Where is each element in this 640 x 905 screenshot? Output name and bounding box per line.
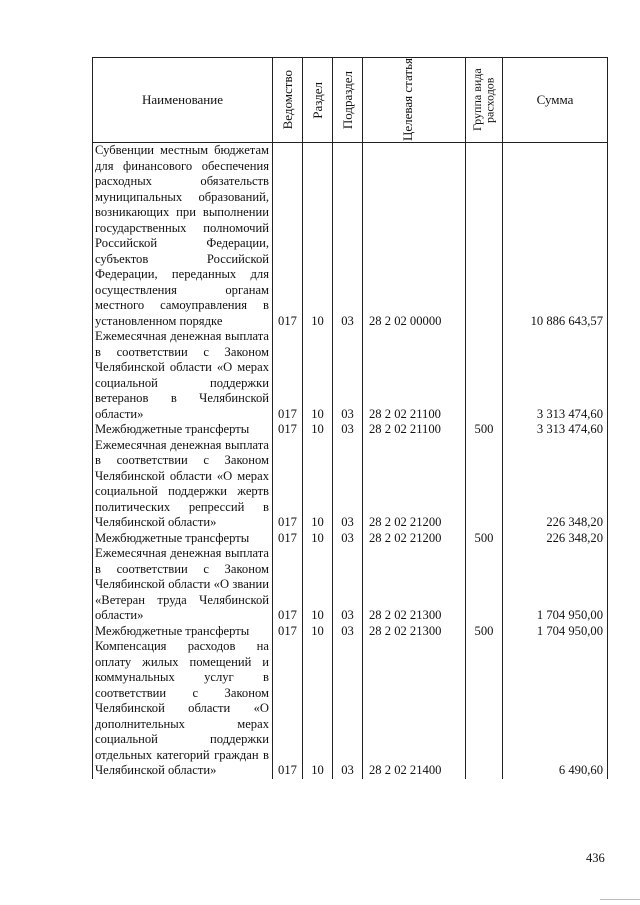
header-summa: Сумма [503,58,608,143]
cell-name: Межбюджетные трансферты [93,531,273,547]
cell-name: Компенсация расходов на оплату жилых помещений и коммунальных услуг в соответствии с Законом Челябинской области «О дополнительных мерах социальной поддержки отдельных категорий граждан в Челябинской области» [93,639,273,779]
cell-razdel: 10 [303,531,333,547]
cell-vedomstvo: 017 [273,329,303,422]
cell-summa: 1 704 950,00 [503,546,608,624]
cell-podrazdel: 03 [333,639,363,779]
cell-vedomstvo: 017 [273,624,303,640]
cell-gruppa-vida-rashodov [466,546,503,624]
table-header-row [93,58,608,143]
cell-gruppa-vida-rashodov [466,143,503,330]
cell-gruppa-vida-rashodov [466,329,503,422]
cell-name: Межбюджетные трансферты [93,422,273,438]
header-tselevaya-statya: Целевая статья [363,58,466,143]
cell-razdel: 10 [303,624,333,640]
header-podrazdel: Подраздел [333,58,363,143]
cell-podrazdel: 03 [333,546,363,624]
cell-podrazdel: 03 [333,438,363,531]
cell-tselevaya-statya: 28 2 02 21300 [363,546,466,624]
cell-gruppa-vida-rashodov: 500 [466,531,503,547]
cell-vedomstvo: 017 [273,422,303,438]
table-row [93,422,608,438]
cell-tselevaya-statya: 28 2 02 21200 [363,531,466,547]
page-number: 436 [586,851,605,865]
scan-edge-mark [600,899,640,900]
cell-summa: 6 490,60 [503,639,608,779]
table-row [93,639,608,779]
cell-tselevaya-statya: 28 2 02 21100 [363,329,466,422]
cell-gruppa-vida-rashodov [466,438,503,531]
cell-gruppa-vida-rashodov [466,639,503,779]
cell-vedomstvo: 017 [273,546,303,624]
cell-podrazdel: 03 [333,329,363,422]
cell-podrazdel: 03 [333,624,363,640]
cell-tselevaya-statya: 28 2 02 21400 [363,639,466,779]
cell-name: Субвенции местным бюджетам для финансового обеспечения расходных обязательств муниципальных образований, возникающих при выполнении государственных полномочий Российской Федерации, субъектов Российской Федерации, переданных для осуществления органам местного самоуправления в установленном порядке [93,143,273,330]
header-vedomstvo: Ведомство [273,58,303,143]
cell-razdel: 10 [303,143,333,330]
cell-razdel: 10 [303,329,333,422]
cell-razdel: 10 [303,438,333,531]
cell-podrazdel: 03 [333,422,363,438]
header-razdel: Раздел [303,58,333,143]
cell-summa: 226 348,20 [503,531,608,547]
table-row [93,546,608,624]
table-row [93,531,608,547]
cell-tselevaya-statya: 28 2 02 21200 [363,438,466,531]
header-name: Наименование [93,58,273,143]
cell-razdel: 10 [303,546,333,624]
cell-name: Ежемесячная денежная выплата в соответствии с Законом Челябинской области «О звании «Ветеран труда Челябинской области» [93,546,273,624]
cell-gruppa-vida-rashodov: 500 [466,422,503,438]
cell-vedomstvo: 017 [273,143,303,330]
header-gruppa-vida-rashodov: Группа вида расходов [466,58,503,143]
cell-razdel: 10 [303,422,333,438]
cell-name: Ежемесячная денежная выплата в соответствии с Законом Челябинской области «О мерах социальной поддержки жертв политических репрессий в Челябинской области» [93,438,273,531]
table-row [93,438,608,531]
cell-razdel: 10 [303,639,333,779]
cell-vedomstvo: 017 [273,531,303,547]
table-row [93,329,608,422]
table-row [93,143,608,330]
cell-vedomstvo: 017 [273,639,303,779]
cell-podrazdel: 03 [333,143,363,330]
table-body [93,143,608,779]
cell-tselevaya-statya: 28 2 02 21100 [363,422,466,438]
cell-tselevaya-statya: 28 2 02 21300 [363,624,466,640]
cell-tselevaya-statya: 28 2 02 00000 [363,143,466,330]
cell-summa: 1 704 950,00 [503,624,608,640]
budget-table [92,57,608,779]
cell-summa: 3 313 474,60 [503,329,608,422]
table-row [93,624,608,640]
cell-gruppa-vida-rashodov: 500 [466,624,503,640]
cell-podrazdel: 03 [333,531,363,547]
cell-summa: 3 313 474,60 [503,422,608,438]
cell-name: Межбюджетные трансферты [93,624,273,640]
cell-vedomstvo: 017 [273,438,303,531]
cell-name: Ежемесячная денежная выплата в соответствии с Законом Челябинской области «О мерах социальной поддержки ветеранов в Челябинской области» [93,329,273,422]
cell-summa: 226 348,20 [503,438,608,531]
cell-summa: 10 886 643,57 [503,143,608,330]
